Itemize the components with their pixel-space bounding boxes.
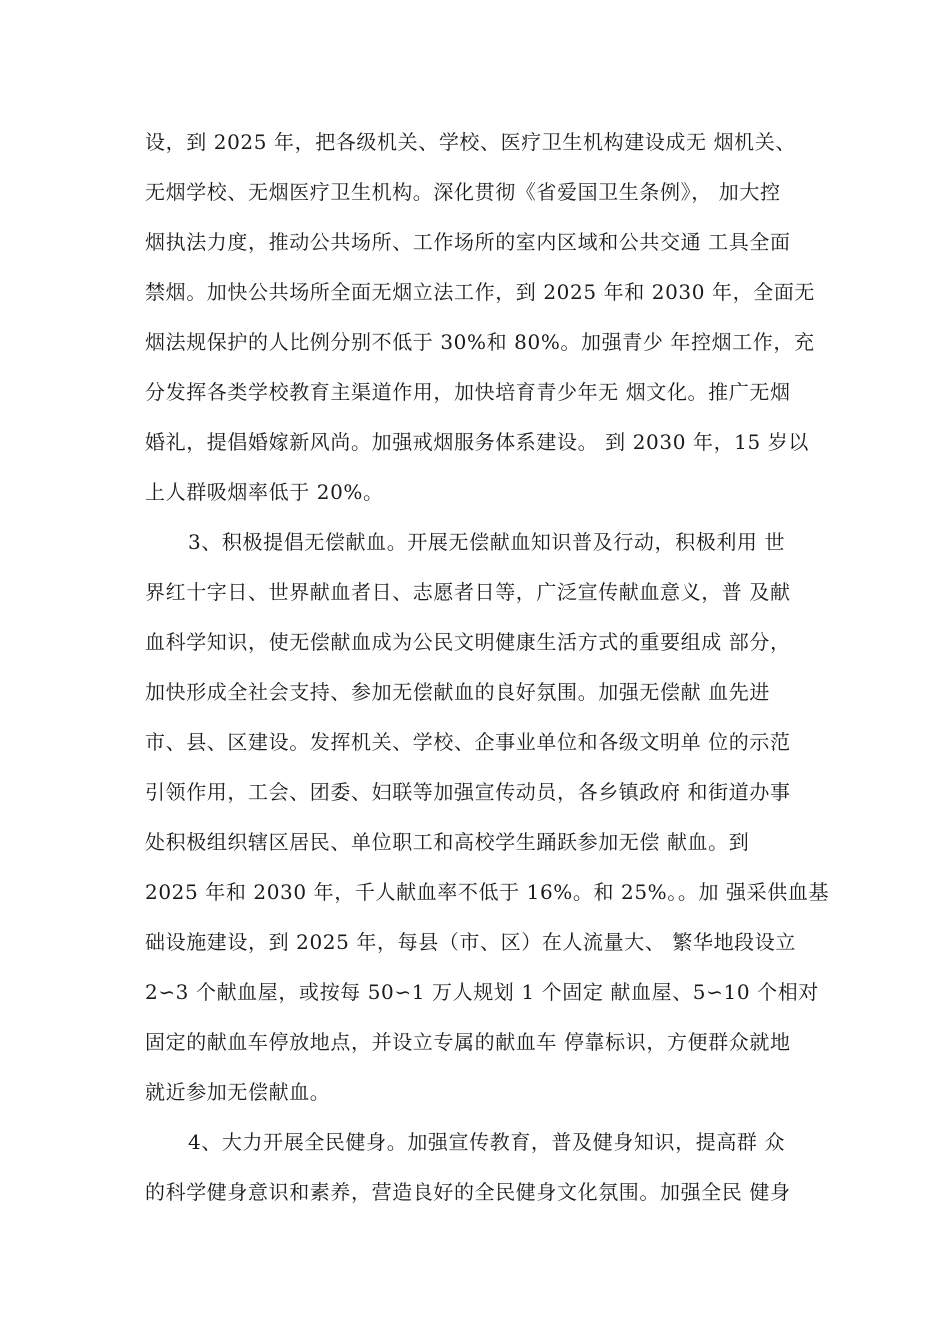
text-line: 2025 年和 2030 年，千人献血率不低于 16%。和 25%。。加 强采供血基 (145, 880, 830, 904)
text-line: 市、县、区建设。发挥机关、学校、企事业单位和各级文明单 位的示范 (145, 730, 791, 754)
text-line: 上人群吸烟率低于 20%。 (145, 480, 384, 504)
text-line: 界红十字日、世界献血者日、志愿者日等，广泛宣传献血意义，普 及献 (145, 580, 791, 604)
text-line: 加快形成全社会支持、参加无偿献血的良好氛围。加强无偿献 血先进 (145, 680, 770, 704)
text-line: 烟法规保护的人比例分别不低于 30%和 80%。加强青少 年控烟工作，充 (145, 330, 815, 354)
paragraph-heading-3: 3、积极提倡无偿献血。开展无偿献血知识普及行动，积极利用 世 (188, 530, 786, 554)
text-line: 固定的献血车停放地点，并设立专属的献血车 停靠标识，方便群众就地 (145, 1030, 791, 1054)
text-line: 处积极组织辖区居民、单位职工和高校学生踊跃参加无偿 献血。到 (145, 830, 750, 854)
text-line: 无烟学校、无烟医疗卫生机构。深化贯彻《省爱国卫生条例》， 加大控 (145, 180, 781, 204)
text-line: 烟执法力度，推动公共场所、工作场所的室内区域和公共交通 工具全面 (145, 230, 791, 254)
text-line: 就近参加无偿献血。 (145, 1080, 331, 1104)
text-line: 引领作用，工会、团委、妇联等加强宣传动员，各乡镇政府 和街道办事 (145, 780, 791, 804)
text-line: 础设施建设，到 2025 年，每县（市、区）在人流量大、 繁华地段设立 (145, 930, 796, 954)
text-line: 血科学知识，使无偿献血成为公民文明健康生活方式的重要组成 部分， (145, 630, 791, 654)
text-line: 2∽3 个献血屋，或按每 50∽1 万人规划 1 个固定 献血屋、5∽10 个相对 (145, 980, 819, 1004)
text-line: 婚礼，提倡婚嫁新风尚。加强戒烟服务体系建设。 到 2030 年，15 岁以 (145, 430, 809, 454)
paragraph-heading-4: 4、大力开展全民健身。加强宣传教育，普及健身知识，提高群 众 (188, 1130, 786, 1154)
text-line: 禁烟。加快公共场所全面无烟立法工作，到 2025 年和 2030 年，全面无 (145, 280, 816, 304)
text-line: 的科学健身意识和素养，营造良好的全民健身文化氛围。加强全民 健身 (145, 1180, 791, 1204)
text-line: 设，到 2025 年，把各级机关、学校、医疗卫生机构建设成无 烟机关、 (145, 130, 796, 154)
text-line: 分发挥各类学校教育主渠道作用，加快培育青少年无 烟文化。推广无烟 (145, 380, 791, 404)
